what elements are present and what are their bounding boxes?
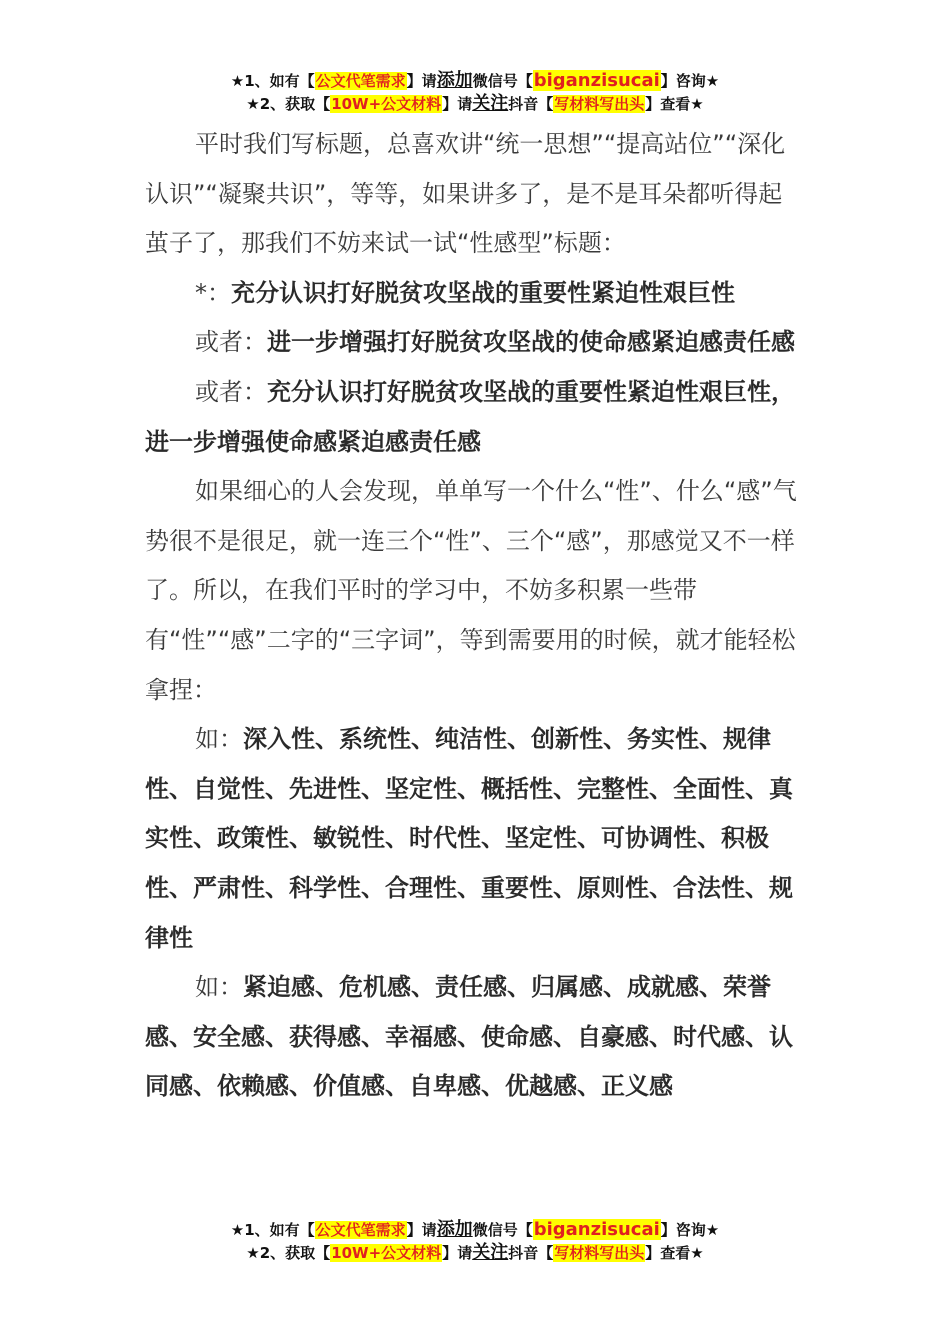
promo-text: 】请 — [442, 95, 473, 113]
promo-emphasis: 关注 — [472, 1242, 509, 1263]
gan-word-list: 紧迫感、危机感、责任感、归属感、成就感、荣誉感、安全感、获得感、幸福感、使命感、自豪感、时代感、认同感、依赖感、价值感、自卑感、优越感、正义感 — [145, 973, 793, 1101]
example-label: *： — [195, 278, 231, 307]
paragraph-intro: 平时我们写标题，总喜欢讲“统一思想”“提高站位”“深化认识”“凝聚共识”，等等，如果讲多了，是不是耳朵都听得起茧子了，那我们不妨来试一试“性感型”标题： — [145, 130, 786, 258]
promo-text: 微信号【 — [472, 72, 533, 90]
promo-suffix: 】查看★ — [645, 1244, 704, 1262]
paragraph-example-3 — [145, 368, 805, 467]
footer-promo-line-1 — [0, 1219, 950, 1241]
promo-text: 】请 — [442, 1244, 473, 1262]
paragraph-explanation: 如果细心的人会发现，单单写一个什么“性”、什么“感”气势很不是很足，就一连三个“性”、三个“感”，那感觉又不一样了。所以，在我们平时的学习中，不妨多积累一些带有“性”“感”二字的“三字词”，等到需要用的时候，就才能轻松拿捏： — [145, 477, 797, 704]
promo-text: 抖音【 — [508, 95, 554, 113]
promo-emphasis: 添加 — [436, 1219, 473, 1240]
example-label: 或者： — [195, 328, 267, 357]
paragraph-gan-words — [145, 963, 805, 1112]
promo-text: 抖音【 — [508, 1244, 554, 1262]
promo-text: 微信号【 — [472, 1221, 533, 1239]
promo-suffix: 】咨询★ — [660, 1221, 720, 1239]
promo-emphasis: 关注 — [472, 93, 509, 114]
promo-prefix: ★2、获取【 — [246, 95, 331, 113]
wechat-id-highlight: biganzisucai — [533, 70, 660, 91]
douyin-highlight: 写材料写出头 — [554, 95, 645, 113]
promo-suffix: 】查看★ — [645, 95, 704, 113]
promo-prefix: ★2、获取【 — [246, 1244, 331, 1262]
douyin-highlight: 写材料写出头 — [554, 1244, 645, 1262]
paragraph-xing-words — [145, 715, 805, 963]
footer-promo-line-2 — [0, 1242, 950, 1264]
list-label: 如： — [195, 725, 243, 754]
promo-highlight: 公文代笔需求 — [315, 1221, 406, 1239]
header-promo-line-1 — [0, 70, 950, 92]
paragraph-example-1 — [145, 269, 805, 319]
promo-suffix: 】咨询★ — [660, 72, 720, 90]
wechat-id-highlight: biganzisucai — [533, 1219, 660, 1240]
header-promo-line-2 — [0, 93, 950, 115]
document-body — [145, 120, 805, 1112]
xing-word-list: 深入性、系统性、纯洁性、创新性、务实性、规律性、自觉性、先进性、坚定性、概括性、完整性、全面性、真实性、政策性、敏锐性、时代性、坚定性、可协调性、积极性、严肃性、科学性、合理性、重要性、原则性、合法性、规律性 — [145, 725, 793, 952]
promo-emphasis: 添加 — [436, 70, 473, 91]
promo-text: 】请 — [406, 72, 437, 90]
promo-text: 】请 — [406, 1221, 437, 1239]
promo-highlight: 10W+公文材料 — [331, 1244, 442, 1262]
example-label: 或者： — [195, 377, 267, 406]
example-title: 进一步增强打好脱贫攻坚战的使命感紧迫感责任感 — [267, 328, 795, 357]
paragraph-example-2 — [145, 318, 805, 368]
promo-highlight: 10W+公文材料 — [331, 95, 442, 113]
promo-prefix: ★1、如有【 — [230, 72, 315, 90]
list-label: 如： — [195, 973, 243, 1002]
example-title: 充分认识打好脱贫攻坚战的重要性紧迫性艰巨性，进一步增强使命感紧迫感责任感 — [145, 377, 795, 456]
promo-highlight: 公文代笔需求 — [315, 72, 406, 90]
example-title: 充分认识打好脱贫攻坚战的重要性紧迫性艰巨性 — [231, 278, 735, 307]
promo-prefix: ★1、如有【 — [230, 1221, 315, 1239]
